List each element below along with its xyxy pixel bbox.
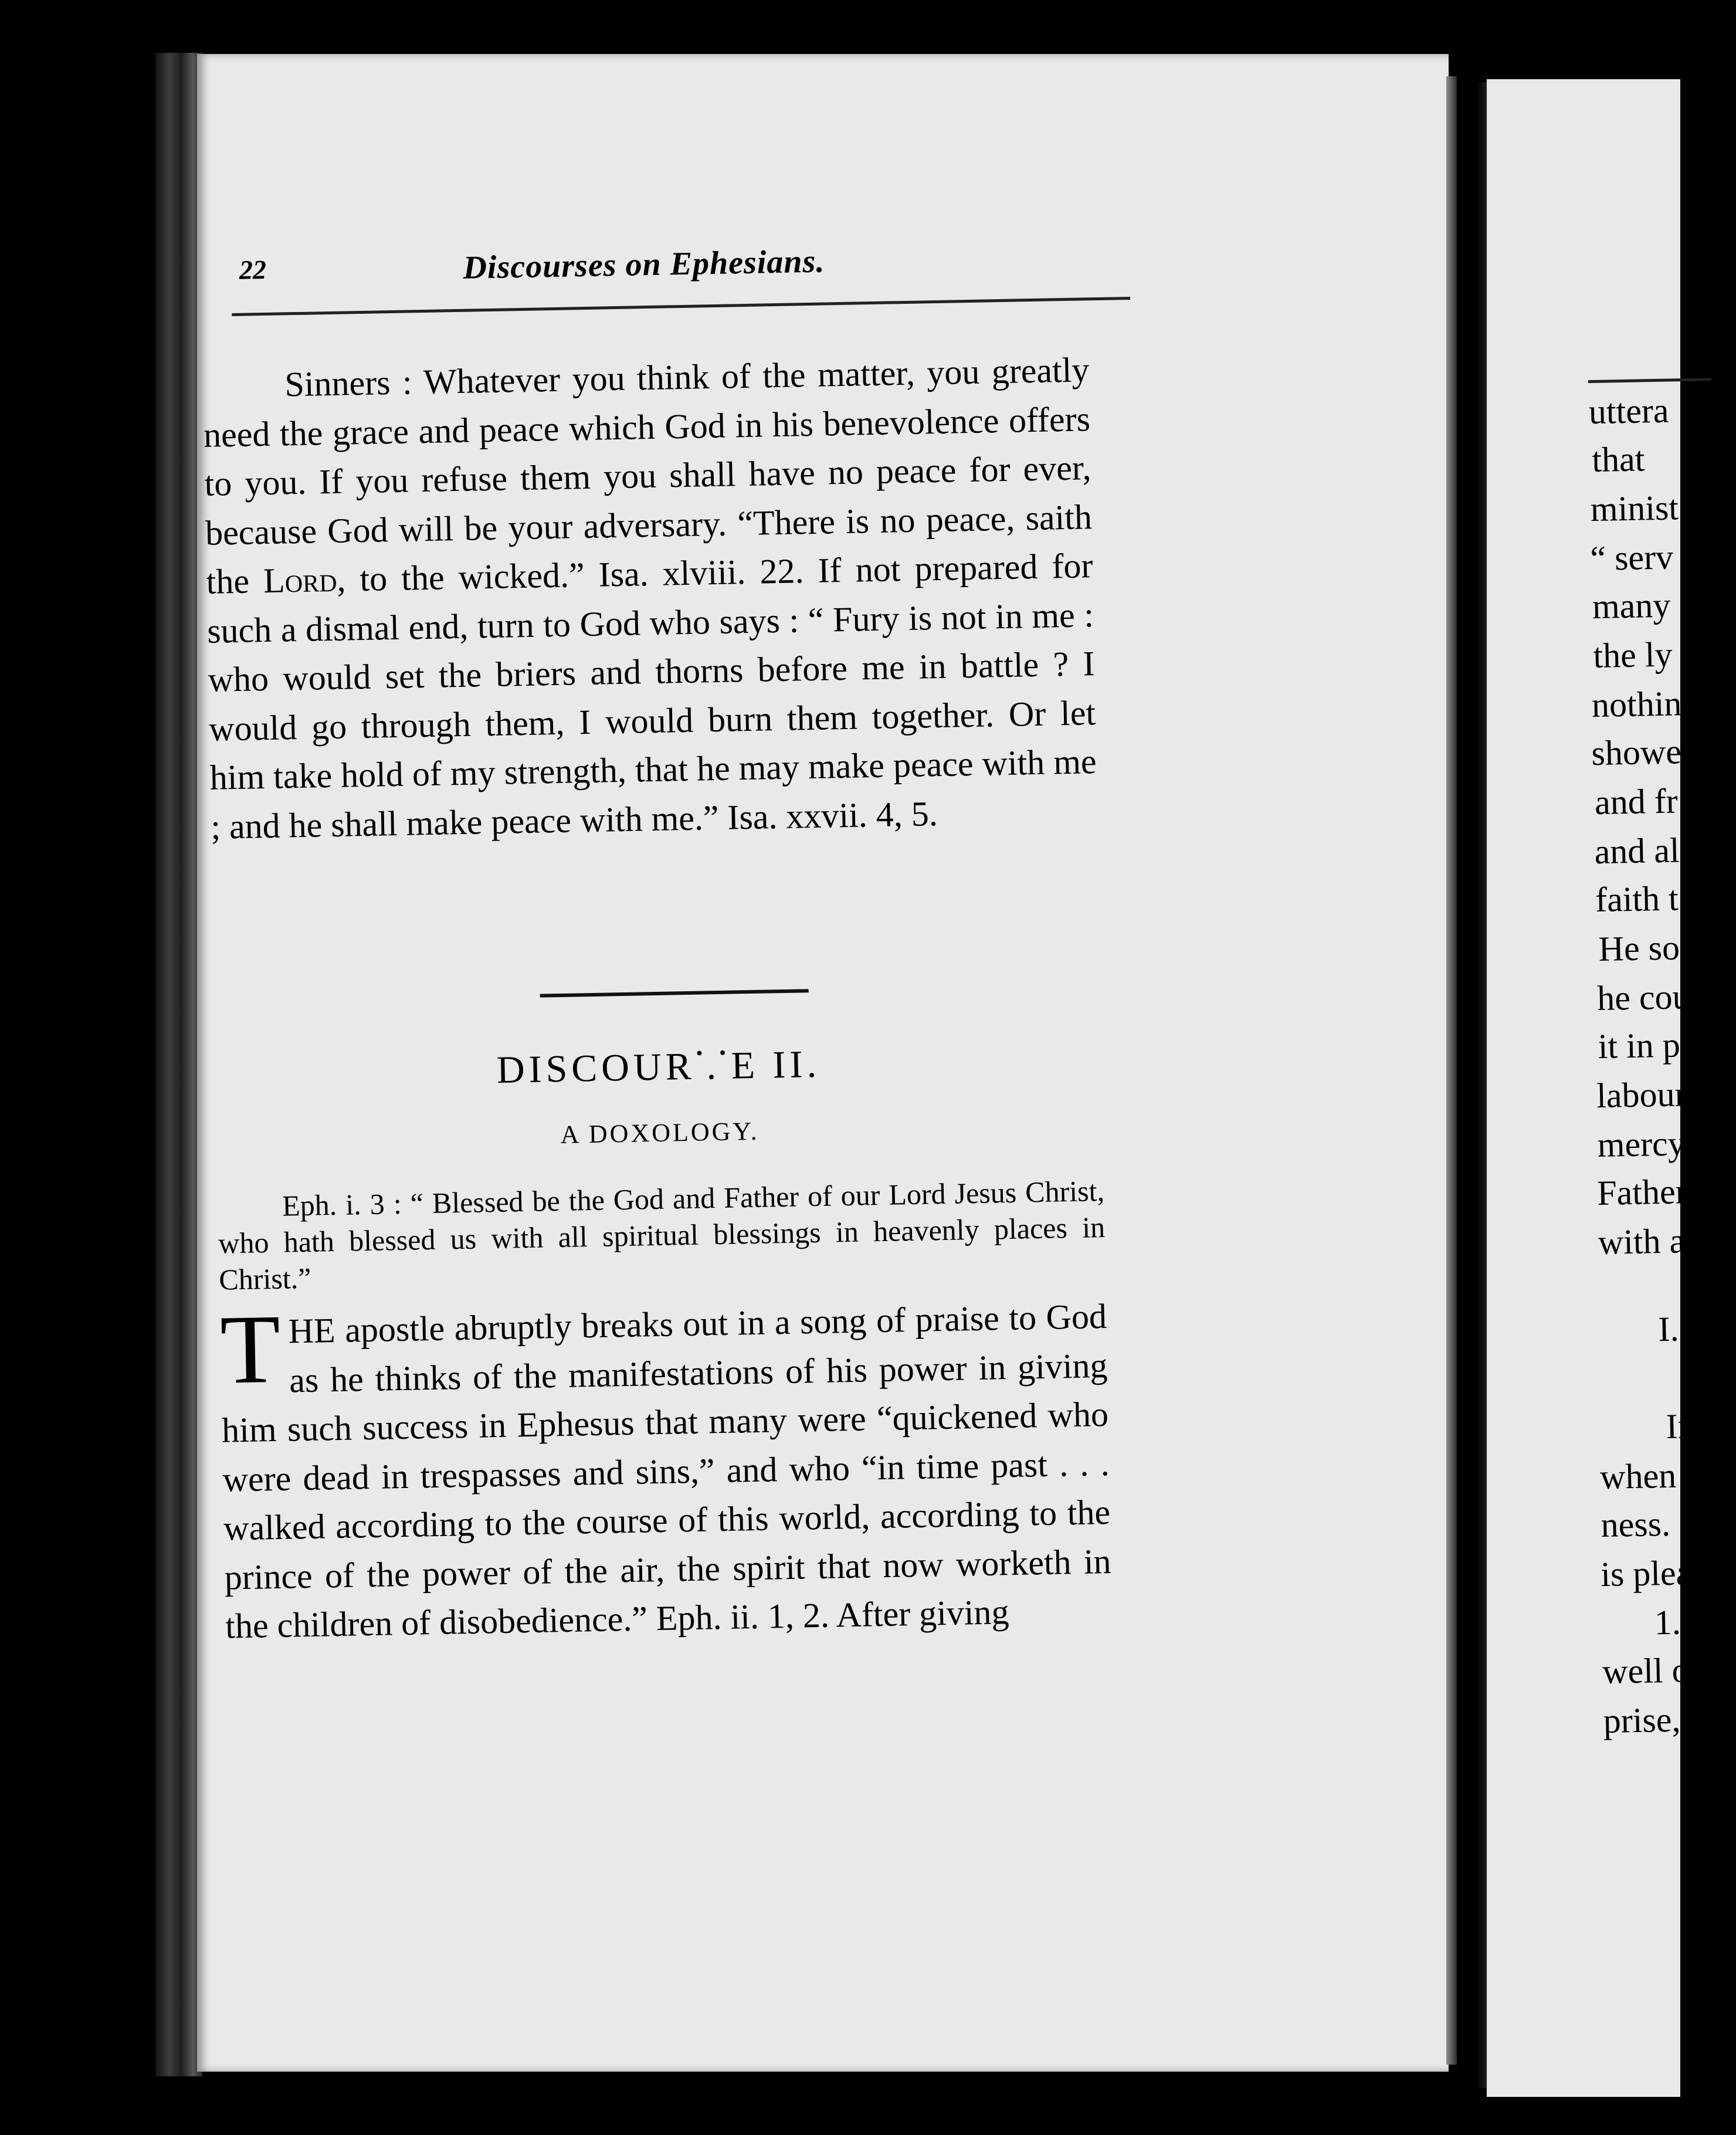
right-page-line-fragment: he cou <box>1596 977 1691 1018</box>
epigraph <box>218 1172 1106 1298</box>
right-page-line-fragment: I. <box>1657 1309 1680 1349</box>
right-page-line-fragment: mercy <box>1597 1124 1686 1165</box>
right-page-line-fragment: showe <box>1591 732 1682 773</box>
paragraph-text-part-2: , to the wicked.” Isa. xlviii. 22. If not prepared for such a dismal end, turn to God who says : “ Fury is not in me : who would set the briers and thorns before me in battle ? I would go through them, I would burn them together. Or let him take hold of my strength, that he may make peace with me ; and he shall make peace with me.” Isa. xxvii. 4, 5. <box>206 546 1097 846</box>
right-page-line-fragment: In <box>1666 1407 1696 1446</box>
right-page-line-fragment: that <box>1591 439 1645 480</box>
discourse-subtitle: A DOXOLOGY. <box>560 1116 760 1149</box>
paragraph-text-part-1: Sinners : Whatever you think of the matter, you greatly need the grace and peace which God in his benevolence offers to you. If you refuse them you shall have no peace for ever, because God will be your adversary. “There is no peace, saith the <box>203 350 1093 601</box>
drop-cap: T <box>219 1294 282 1405</box>
right-page-line-fragment: and fr <box>1594 781 1679 822</box>
right-page-line-fragment: “ serv <box>1589 537 1674 578</box>
page-number: 22 <box>239 254 267 285</box>
book-spine-edge <box>155 53 202 2076</box>
paragraph-sinners <box>202 345 1098 852</box>
right-page-line-fragment: 1. <box>1654 1602 1681 1642</box>
lord-small-caps: Lord <box>263 560 338 601</box>
paragraph-apostle <box>219 1292 1112 1651</box>
discourse-heading: DISCOUR⸪E II. <box>496 1042 821 1092</box>
epigraph-text: Eph. i. 3 : “ Blessed be the God and Father of our Lord Jesus Christ, who hath blessed us with all spiritual blessings in heavenly places in Christ.” <box>218 1174 1106 1296</box>
right-page-line-fragment: prise, th <box>1603 1699 1717 1741</box>
right-page-line-fragment: nothin <box>1591 684 1682 725</box>
right-page-line-fragment: faith t <box>1595 879 1679 920</box>
right-page-line-fragment: the ly <box>1592 635 1673 676</box>
right-page-line-fragment: when t <box>1599 1456 1696 1497</box>
right-page-line-fragment: ness. <box>1601 1504 1671 1545</box>
right-page-line-fragment: with al <box>1598 1221 1696 1262</box>
right-page-line-fragment: Father <box>1596 1172 1688 1213</box>
paragraph-text <box>202 345 1098 852</box>
right-page-line-fragment: is pleas <box>1600 1553 1706 1594</box>
paragraph-body: HE apostle abruptly breaks out in a song of praise to God as he thinks of the manifestations of his power in giving him such success in Ephesus that many were “quickened who were dead in trespasses and sins,” and who “in time past . . . walked according to the course of this world, according to the prince of the power of the air, the spirit that now worketh in the children of disobedience.” Eph. ii. 1, 2. After giving <box>221 1296 1112 1646</box>
right-page-line-fragment: uttera <box>1588 391 1670 432</box>
right-page-line-fragment: it in p <box>1598 1025 1681 1066</box>
right-page-line-fragment: many <box>1592 585 1671 626</box>
right-page-line-fragment: minist <box>1590 488 1679 529</box>
paragraph-text <box>219 1292 1112 1651</box>
running-title: Discourses on Ephesians. <box>462 243 825 286</box>
right-page-line-fragment: and al <box>1594 831 1680 872</box>
page-edge-shadow <box>1446 76 1457 2065</box>
right-page-line-fragment: labours <box>1596 1074 1701 1116</box>
right-page-line-fragment: well of <box>1602 1650 1702 1692</box>
right-page-line-fragment: He so <box>1598 928 1680 968</box>
